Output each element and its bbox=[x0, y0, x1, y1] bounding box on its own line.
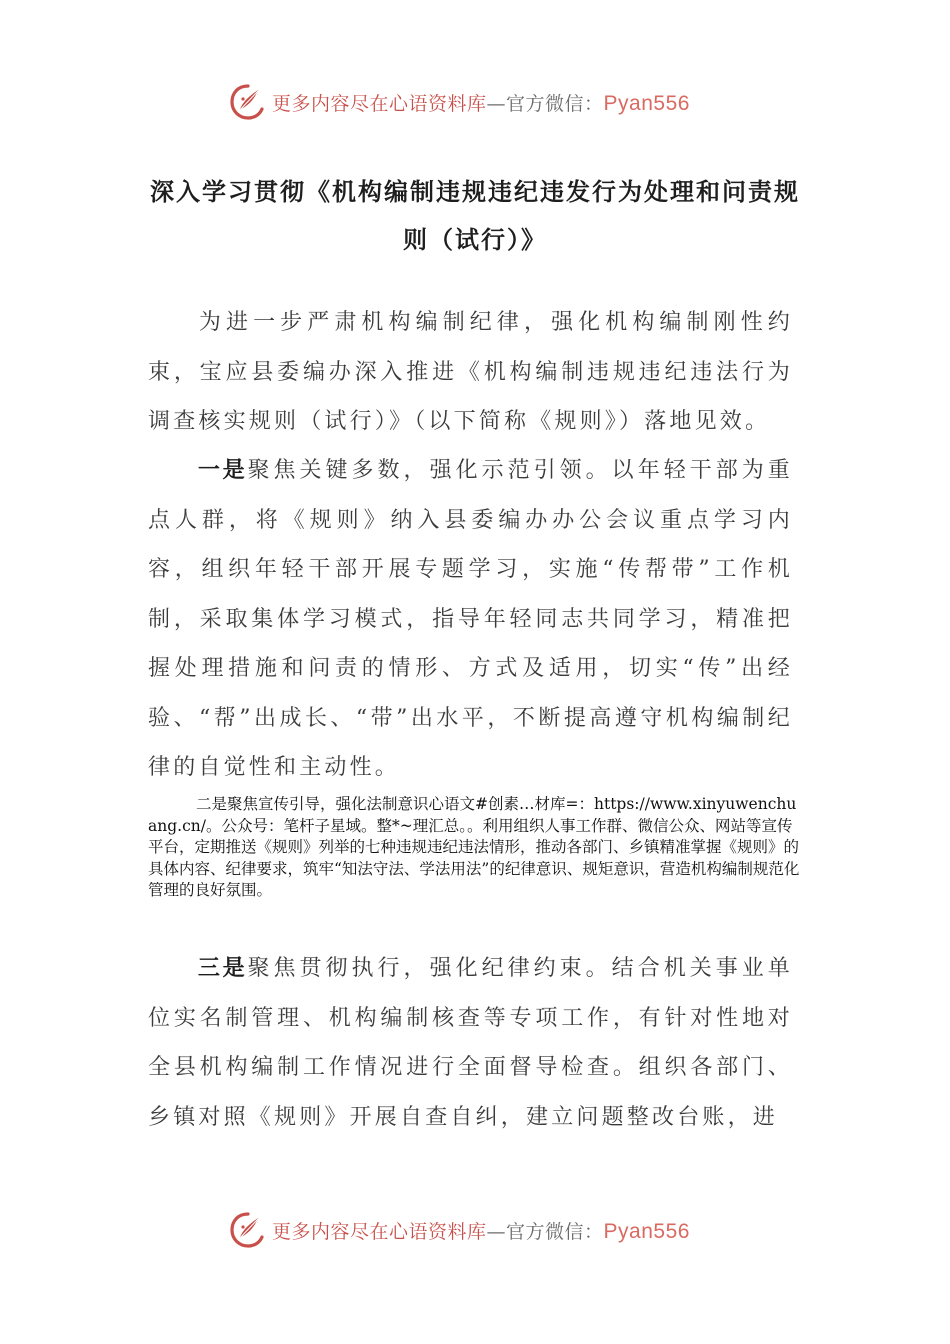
footer-banner bbox=[228, 1208, 728, 1252]
paragraph-intro-text: 为进一步严肃机构编制纪律，强化机构编制刚性约束，宝应县委编办深入推进《机构编制违规违纪违法行为调查核实规则（试行）》（以下简称《规则》）落地见效。 bbox=[148, 310, 793, 434]
promo-site-text: 更多内容尽在心语资料库 bbox=[272, 1220, 487, 1243]
promo-wechat-id: Pyan556 bbox=[603, 91, 690, 115]
promo-text bbox=[272, 89, 690, 116]
promo-site-text: 更多内容尽在心语资料库 bbox=[272, 92, 487, 115]
promo-wechat-label: —官方微信： bbox=[486, 92, 604, 115]
quill-pen-logo-icon bbox=[228, 82, 268, 122]
paragraph-three-lead: 三是 bbox=[197, 956, 248, 981]
paragraph-intro bbox=[148, 298, 793, 447]
quill-pen-logo-icon bbox=[228, 1210, 268, 1250]
paragraph-two bbox=[148, 794, 800, 902]
document-title: 深入学习贯彻《机构编制违规违纪违发行为处理和问责规则（试行）》 bbox=[150, 178, 800, 254]
paragraph-one bbox=[148, 446, 793, 793]
promo-wechat-label: —官方微信： bbox=[486, 1220, 604, 1243]
paragraph-three-text: 聚焦贯彻执行，强化纪律约束。结合机关事业单位实名制管理、机构编制核查等专项工作，有针对性地对全县机构编制工作情况进行全面督导检查。组织各部门、乡镇对照《规则》开展自查自纠，建立问题整改台账，进 bbox=[148, 956, 793, 1130]
promo-wechat-id: Pyan556 bbox=[603, 1219, 690, 1243]
promo-text bbox=[272, 1217, 690, 1244]
paragraph-one-text: 聚焦关键多数，强化示范引领。以年轻干部为重点人群，将《规则》纳入县委编办办公会议重点学习内容，组织年轻干部开展专题学习，实施“传帮带”工作机制，采取集体学习模式，指导年轻同志共同学习，精准把握处理措施和问责的情形、方式及适用，切实“传”出经验、“帮”出成长、“带”出水平，不断提高遵守机构编制纪律的自觉性和主动性。 bbox=[148, 458, 793, 780]
paragraph-three bbox=[148, 944, 793, 1142]
header-banner bbox=[228, 80, 728, 124]
paragraph-two-text: 二是聚焦宣传引导，强化法制意识心语文#创素…材库=：https://www.xinyuwenchuang.cn/。公众号：笔杆子星域。整*~理汇总。。利用组织人事工作群、微信公众、网站等宣传平台，定期推送《规则》列举的七种违规违纪违法情形，推动各部门、乡镇精准掌握《规则》的具体内容、纪律要求，筑牢“知法守法、学法用法”的纪律意识、规矩意识，营造机构编制规范化管理的良好氛围。 bbox=[148, 795, 800, 899]
paragraph-one-lead: 一是 bbox=[197, 458, 248, 483]
